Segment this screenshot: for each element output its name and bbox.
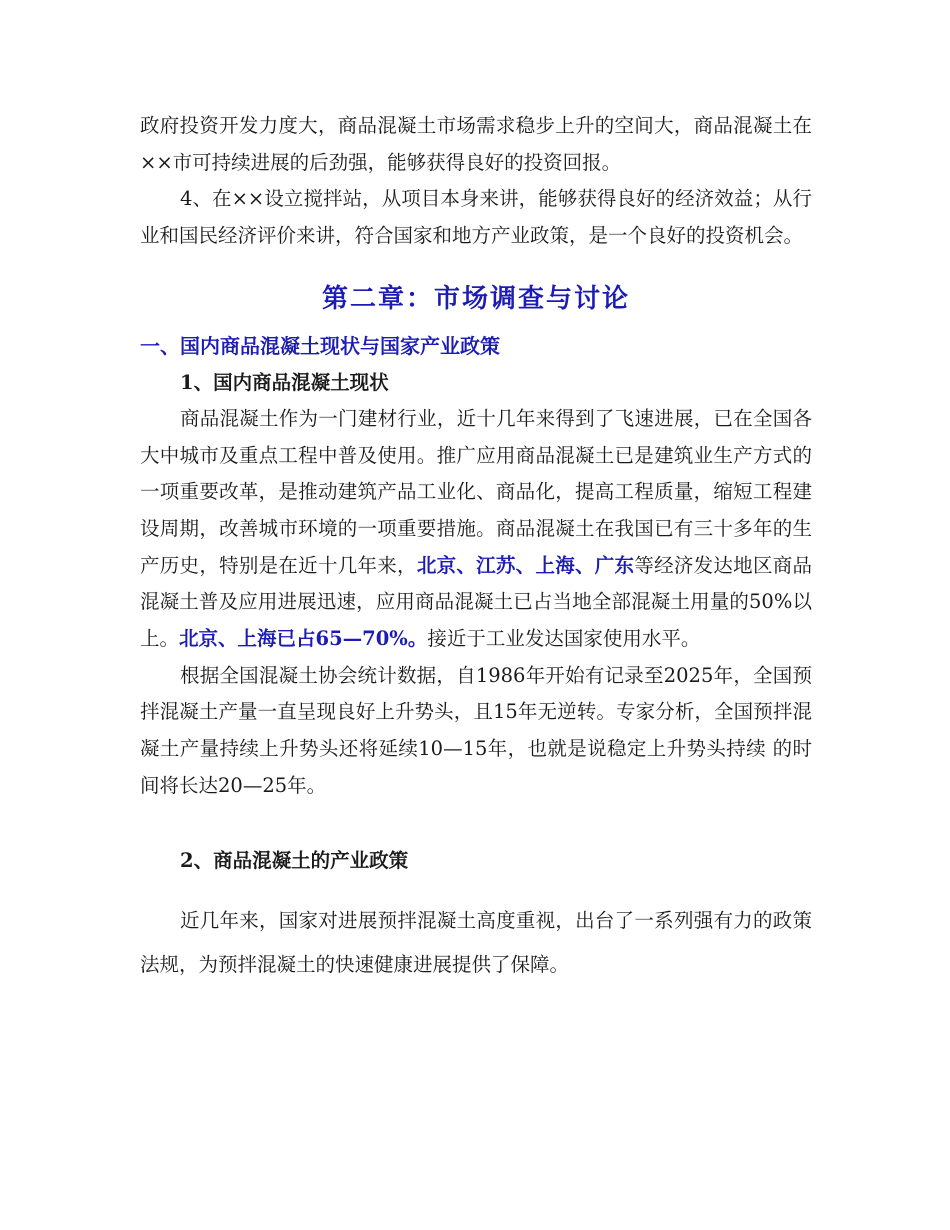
text-run: 商品混凝土作为一门建材行业，近十几年来得到了飞速进展，已在全国各大中城市及重点工程中普及使用。推广应用商品混凝土已是建筑业生产方式的一项重要改革，是推动建筑产品工业化、商品化，提高工程质量，缩短工程建设周期，改善城市环境的一项重要措施。商品混凝土在我国已有三十多年的生产历史，特别是在近十几年来， [140,406,812,577]
text-run: 接近于工业发达国家使用水平。 [427,627,701,651]
subsection-heading-1: 1、国内商品混凝土现状 [180,370,389,394]
paragraph-point-4: 4、在××设立搅拌站，从项目本身来讲，能够获得良好的经济效益；从行业和国民经济评价来讲，符合国家和地方产业政策，是一个良好的投资机会。 [140,187,812,248]
paragraph-policy: 近几年来，国家对进展预拌混凝土高度重视，出台了一系列强有力的政策法规，为预拌混凝土的快速健康进展提供了保障。 [140,908,812,976]
paragraph-statistics: 根据全国混凝土协会统计数据，自1986年开始有记录至2025年，全国预拌混凝土产量一直呈现良好上升势头，且15年无逆转。专家分析，全国预拌混凝土产量持续上升势头还将延续10—15年，也就是说稳定上升势头持续 的时间将长达20—25年。 [140,663,812,797]
highlight-percentage: 北京、上海已占65—70%。 [179,627,428,651]
paragraph-intro: 政府投资开发力度大，商品混凝土市场需求稳步上升的空间大，商品混凝土在××市可持续进展的后劲强，能够获得良好的投资回报。 [140,114,812,174]
text-run: 等经济发达地区商品混凝土普及应用进展迅速，应用商品混凝土已占当地全部混凝土用量的50%以上。 [140,553,812,651]
subsection-heading-2: 2、商品混凝土的产业政策 [180,848,409,872]
chapter-title: 第二章：市场调查与讨论 [321,283,630,314]
section-heading: 一、国内商品混凝土现状与国家产业政策 [140,333,500,358]
document-page [140,108,812,987]
paragraph-current-status [140,401,812,658]
highlight-regions: 北京、江苏、上海、广东 [416,553,635,577]
